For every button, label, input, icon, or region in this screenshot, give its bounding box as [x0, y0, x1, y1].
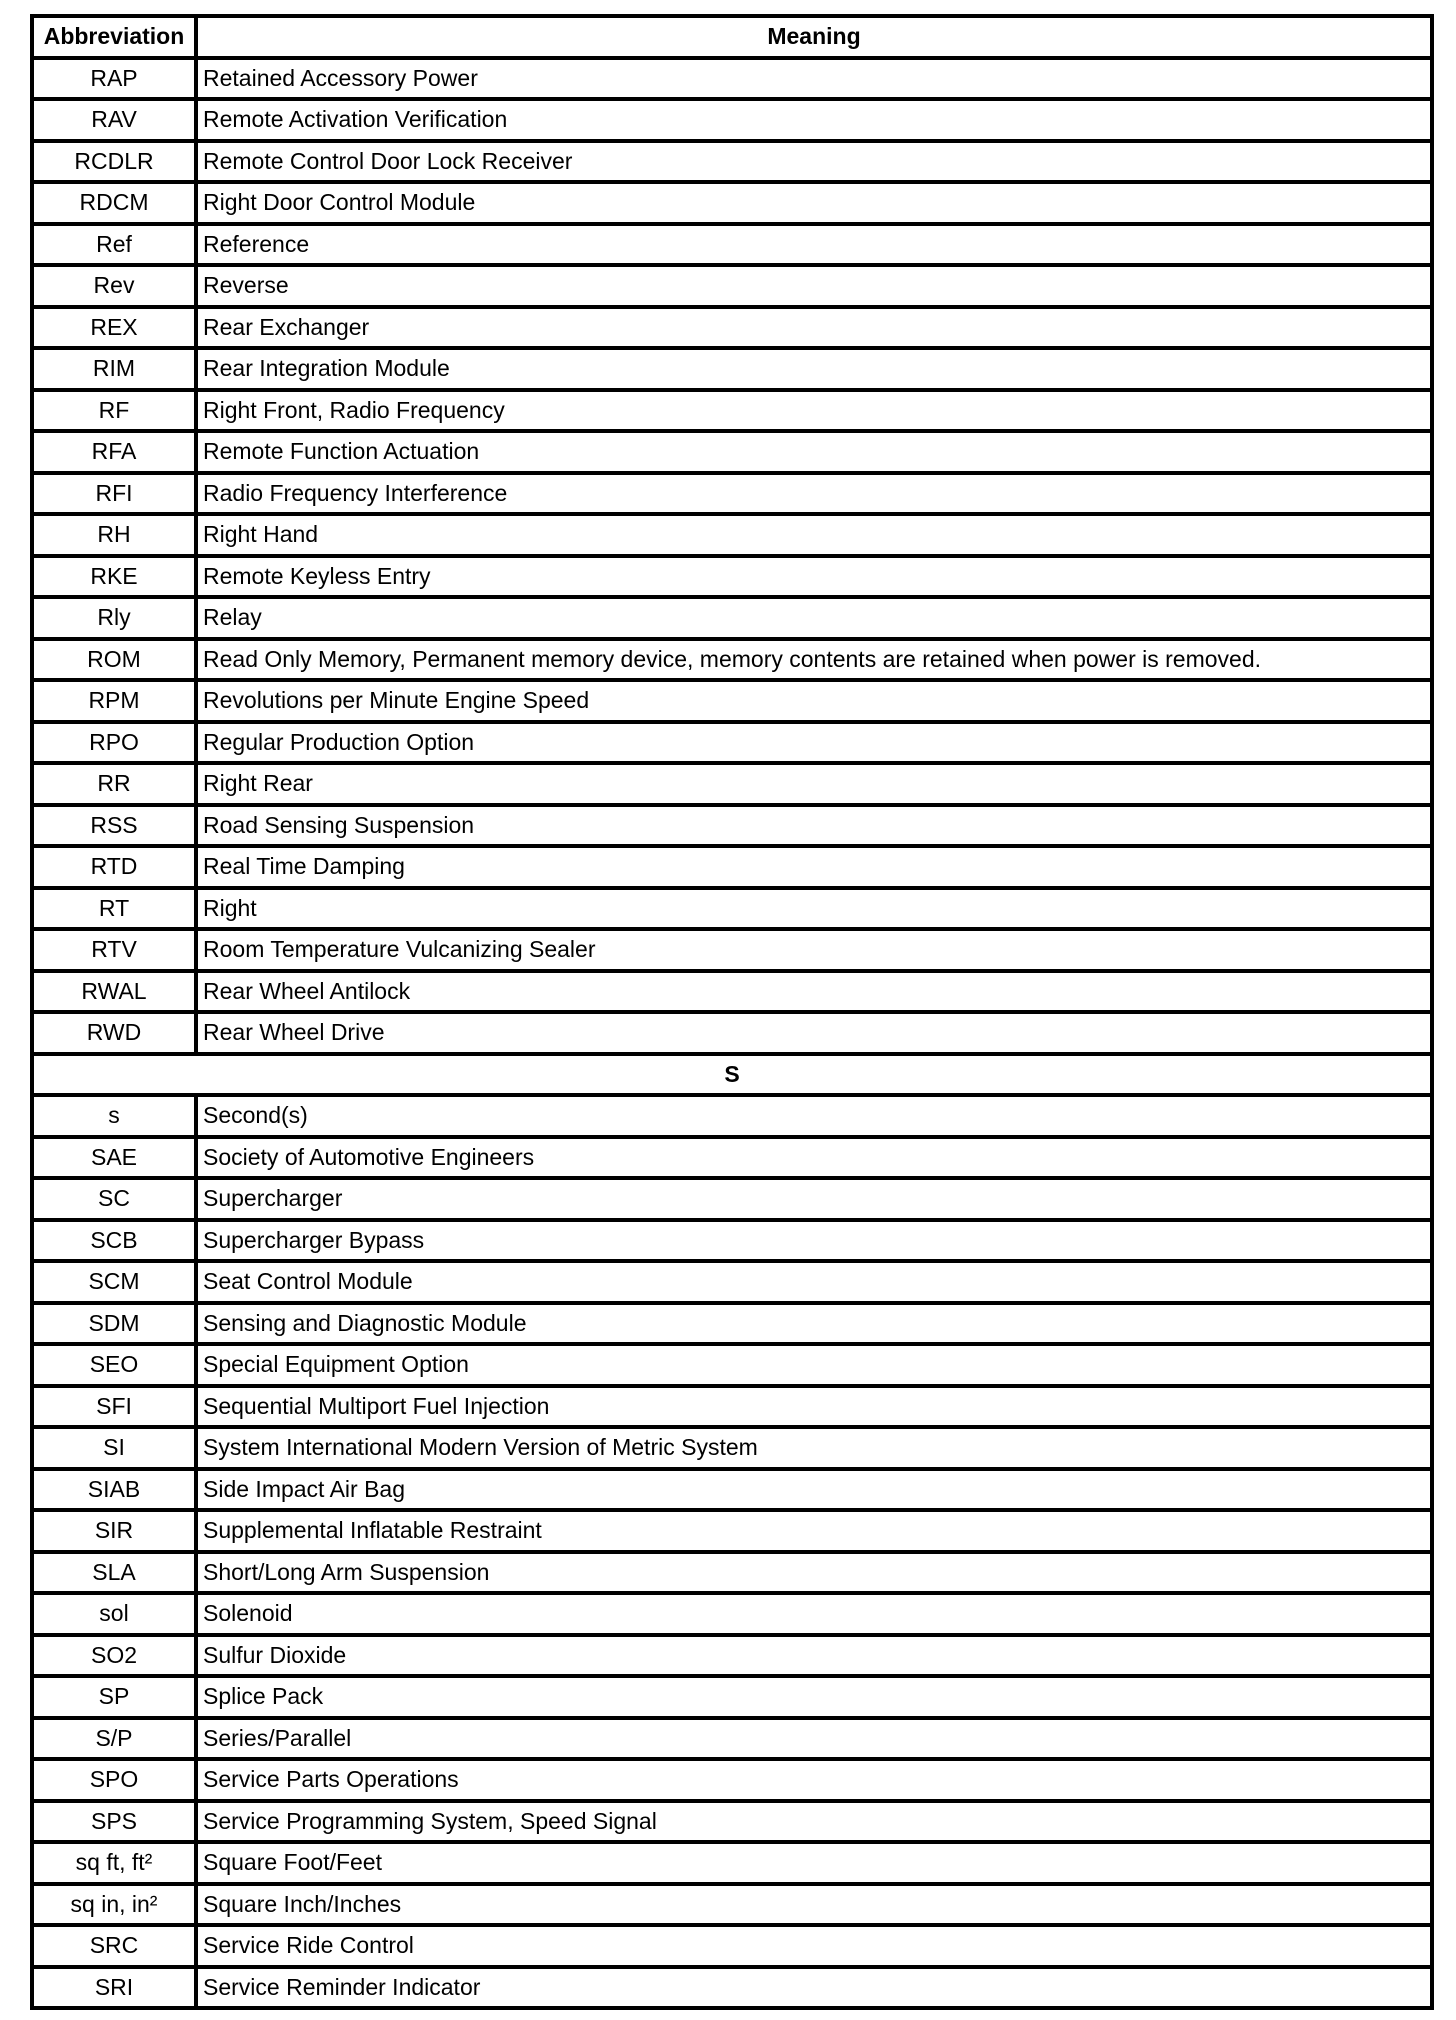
meaning-cell: Revolutions per Minute Engine Speed [196, 680, 1432, 722]
table-row [32, 307, 1432, 349]
table-row [32, 224, 1432, 266]
meaning-cell: Real Time Damping [196, 846, 1432, 888]
abbreviation-cell: SRC [32, 1925, 196, 1967]
meaning-cell: Right Rear [196, 763, 1432, 805]
table-row [32, 763, 1432, 805]
abbreviation-cell: SC [32, 1178, 196, 1220]
abbreviation-cell: s [32, 1095, 196, 1137]
meaning-cell: Splice Pack [196, 1676, 1432, 1718]
table-row [32, 348, 1432, 390]
abbreviation-cell: SPS [32, 1801, 196, 1843]
meaning-cell: Retained Accessory Power [196, 58, 1432, 100]
section-header-row [32, 1054, 1432, 1096]
abbreviation-cell: RH [32, 514, 196, 556]
abbreviation-cell: RAP [32, 58, 196, 100]
table-row [32, 1718, 1432, 1760]
abbreviation-cell: SPO [32, 1759, 196, 1801]
table-row [32, 556, 1432, 598]
table-row [32, 473, 1432, 515]
meaning-cell: Square Foot/Feet [196, 1842, 1432, 1884]
meaning-cell: Supplemental Inflatable Restraint [196, 1510, 1432, 1552]
meaning-cell: Right Hand [196, 514, 1432, 556]
meaning-cell: Remote Control Door Lock Receiver [196, 141, 1432, 183]
table-row [32, 1925, 1432, 1967]
meaning-cell: Solenoid [196, 1593, 1432, 1635]
meaning-cell: Supercharger Bypass [196, 1220, 1432, 1262]
meaning-cell: Rear Exchanger [196, 307, 1432, 349]
table-row [32, 1137, 1432, 1179]
abbreviation-cell: SFI [32, 1386, 196, 1428]
abbreviation-column-header: Abbreviation [32, 16, 196, 58]
table-row [32, 1510, 1432, 1552]
table-row [32, 58, 1432, 100]
abbreviation-cell: SI [32, 1427, 196, 1469]
table-row [32, 888, 1432, 930]
table-row [32, 141, 1432, 183]
abbreviation-cell: SCM [32, 1261, 196, 1303]
table-row [32, 1303, 1432, 1345]
table-row [32, 1386, 1432, 1428]
table-row [32, 1261, 1432, 1303]
meaning-cell: Room Temperature Vulcanizing Sealer [196, 929, 1432, 971]
table-row [32, 1676, 1432, 1718]
table-row [32, 1801, 1432, 1843]
meaning-cell: Road Sensing Suspension [196, 805, 1432, 847]
abbreviation-cell: SLA [32, 1552, 196, 1594]
table-row [32, 805, 1432, 847]
abbreviation-cell: RT [32, 888, 196, 930]
abbreviation-cell: RIM [32, 348, 196, 390]
abbreviation-cell: SCB [32, 1220, 196, 1262]
abbreviation-cell: RAV [32, 99, 196, 141]
table-row [32, 431, 1432, 473]
table-row [32, 1469, 1432, 1511]
meaning-cell: Radio Frequency Interference [196, 473, 1432, 515]
table-row [32, 597, 1432, 639]
meaning-cell: Rear Wheel Antilock [196, 971, 1432, 1013]
table-row [32, 1967, 1432, 2009]
table-body [32, 58, 1432, 2009]
table-row [32, 1593, 1432, 1635]
meaning-cell: Seat Control Module [196, 1261, 1432, 1303]
meaning-cell: Remote Function Actuation [196, 431, 1432, 473]
abbreviation-cell: sol [32, 1593, 196, 1635]
meaning-cell: Read Only Memory, Permanent memory device, memory contents are retained when power is removed. [196, 639, 1432, 681]
table-row [32, 929, 1432, 971]
table-row [32, 1552, 1432, 1594]
meaning-cell: Rear Wheel Drive [196, 1012, 1432, 1054]
table-row [32, 1178, 1432, 1220]
table-row [32, 1842, 1432, 1884]
meaning-cell: Right Door Control Module [196, 182, 1432, 224]
meaning-cell: Rear Integration Module [196, 348, 1432, 390]
table-row [32, 639, 1432, 681]
table-row [32, 1095, 1432, 1137]
abbreviation-cell: SRI [32, 1967, 196, 2009]
table-row [32, 182, 1432, 224]
table-row [32, 680, 1432, 722]
meaning-column-header: Meaning [196, 16, 1432, 58]
meaning-cell: Reference [196, 224, 1432, 266]
abbreviation-cell: RPO [32, 722, 196, 764]
meaning-cell: Society of Automotive Engineers [196, 1137, 1432, 1179]
table-row [32, 1220, 1432, 1262]
abbreviation-table [30, 14, 1434, 2010]
abbreviation-cell: Rev [32, 265, 196, 307]
table-row [32, 1759, 1432, 1801]
meaning-cell: Right Front, Radio Frequency [196, 390, 1432, 432]
section-letter: S [32, 1054, 1432, 1096]
abbreviation-cell: RPM [32, 680, 196, 722]
table-row [32, 1427, 1432, 1469]
abbreviation-cell: RFA [32, 431, 196, 473]
table-row [32, 1344, 1432, 1386]
abbreviation-cell: ROM [32, 639, 196, 681]
table-row [32, 1884, 1432, 1926]
abbreviation-cell: RFI [32, 473, 196, 515]
table-row [32, 99, 1432, 141]
abbreviation-cell: sq ft, ft² [32, 1842, 196, 1884]
meaning-cell: Short/Long Arm Suspension [196, 1552, 1432, 1594]
abbreviation-cell: SEO [32, 1344, 196, 1386]
table-row [32, 722, 1432, 764]
meaning-cell: Square Inch/Inches [196, 1884, 1432, 1926]
abbreviation-cell: RTD [32, 846, 196, 888]
meaning-cell: Supercharger [196, 1178, 1432, 1220]
abbreviation-cell: SDM [32, 1303, 196, 1345]
abbreviation-cell: SIAB [32, 1469, 196, 1511]
table-row [32, 846, 1432, 888]
meaning-cell: Service Programming System, Speed Signal [196, 1801, 1432, 1843]
meaning-cell: Sequential Multiport Fuel Injection [196, 1386, 1432, 1428]
meaning-cell: Special Equipment Option [196, 1344, 1432, 1386]
abbreviation-cell: SIR [32, 1510, 196, 1552]
meaning-cell: Sensing and Diagnostic Module [196, 1303, 1432, 1345]
table-row [32, 1012, 1432, 1054]
table-row [32, 514, 1432, 556]
abbreviation-cell: RTV [32, 929, 196, 971]
abbreviation-cell: RKE [32, 556, 196, 598]
meaning-cell: Series/Parallel [196, 1718, 1432, 1760]
abbreviation-cell: RR [32, 763, 196, 805]
meaning-cell: Sulfur Dioxide [196, 1635, 1432, 1677]
abbreviation-cell: sq in, in² [32, 1884, 196, 1926]
abbreviation-cell: Rly [32, 597, 196, 639]
meaning-cell: Right [196, 888, 1432, 930]
meaning-cell: Second(s) [196, 1095, 1432, 1137]
meaning-cell: System International Modern Version of Metric System [196, 1427, 1432, 1469]
abbreviation-cell: RWD [32, 1012, 196, 1054]
meaning-cell: Relay [196, 597, 1432, 639]
table-header-row [32, 16, 1432, 58]
abbreviation-cell: SP [32, 1676, 196, 1718]
abbreviation-cell: REX [32, 307, 196, 349]
table-row [32, 265, 1432, 307]
meaning-cell: Service Ride Control [196, 1925, 1432, 1967]
meaning-cell: Remote Activation Verification [196, 99, 1432, 141]
abbreviation-cell: RWAL [32, 971, 196, 1013]
abbreviation-cell: SAE [32, 1137, 196, 1179]
table-row [32, 1635, 1432, 1677]
abbreviation-cell: RF [32, 390, 196, 432]
meaning-cell: Service Reminder Indicator [196, 1967, 1432, 2009]
abbreviation-cell: RCDLR [32, 141, 196, 183]
meaning-cell: Reverse [196, 265, 1432, 307]
meaning-cell: Remote Keyless Entry [196, 556, 1432, 598]
table-row [32, 390, 1432, 432]
meaning-cell: Side Impact Air Bag [196, 1469, 1432, 1511]
abbreviation-cell: RDCM [32, 182, 196, 224]
table-row [32, 971, 1432, 1013]
abbreviation-cell: SO2 [32, 1635, 196, 1677]
abbreviation-cell: RSS [32, 805, 196, 847]
abbreviation-cell: Ref [32, 224, 196, 266]
abbreviation-cell: S/P [32, 1718, 196, 1760]
meaning-cell: Service Parts Operations [196, 1759, 1432, 1801]
meaning-cell: Regular Production Option [196, 722, 1432, 764]
